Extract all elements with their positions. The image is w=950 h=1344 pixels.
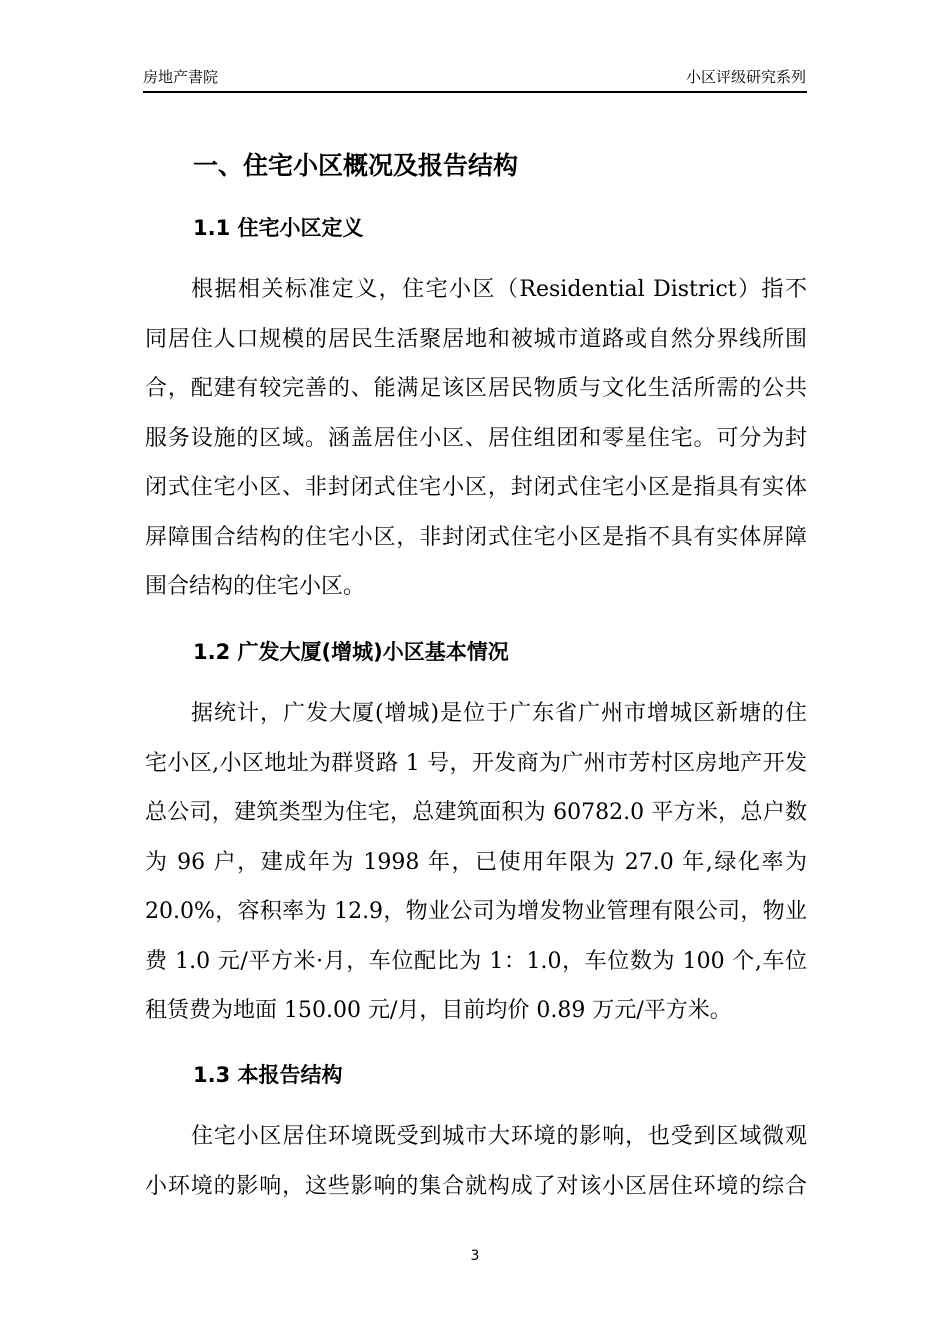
- paragraph-line: 闭式住宅小区、非封闭式住宅小区，封闭式住宅小区是指具有实体: [145, 475, 807, 500]
- paragraph-line: 围合结构的住宅小区。: [145, 574, 366, 599]
- paragraph-line: 合，配建有较完善的、能满足该区居民物质与文化生活所需的公共: [145, 376, 807, 401]
- paragraph-line: 为 96 户，建成年为 1998 年，已使用年限为 27.0 年,绿化率为: [145, 849, 807, 875]
- paragraph-line: 服务设施的区域。涵盖居住小区、居住组团和零星住宅。可分为封: [145, 425, 807, 451]
- paragraph-line: 总公司，建筑类型为住宅，总建筑面积为 60782.0 平方米，总户数: [145, 800, 807, 825]
- page-number: 3: [470, 1248, 480, 1264]
- paragraph-line: 宅小区,小区地址为群贤路 1 号，开发商为广州市芳村区房地产开发: [145, 750, 807, 776]
- paragraph-line: 20.0%，容积率为 12.9，物业公司为增发物业管理有限公司，物业: [145, 899, 807, 924]
- paragraph-line: 费 1.0 元/平方米·月，车位配比为 1：1.0，车位数为 100 个,车位: [145, 948, 807, 974]
- section-heading-1-2: 1.2 广发大厦(增城)小区基本情况: [193, 640, 509, 664]
- section-heading-1-3: 1.3 本报告结构: [193, 1063, 343, 1087]
- paragraph-line: 住宅小区居住环境既受到城市大环境的影响，也受到区域微观: [191, 1124, 807, 1149]
- paragraph-line: 屏障围合结构的住宅小区，非封闭式住宅小区是指不具有实体屏障: [145, 524, 807, 550]
- paragraph-line: 小环境的影响，这些影响的集合就构成了对该小区居住环境的综合: [145, 1173, 807, 1199]
- section-heading-1-1: 1.1 住宅小区定义: [193, 216, 364, 240]
- paragraph-line: 租赁费为地面 150.00 元/月，目前均价 0.89 万元/平方米。: [145, 998, 732, 1023]
- section-1-1-paragraph: [145, 265, 807, 612]
- paragraph-line: 同居住人口规模的居民生活聚居地和被城市道路或自然分界线所围: [145, 326, 807, 352]
- section-1-3-paragraph: [145, 1112, 807, 1211]
- section-1-2-paragraph: [145, 689, 807, 1036]
- paragraph-line: 根据相关标准定义，住宅小区（Residential District）指不: [191, 277, 807, 302]
- header-left-text: 房地产書院: [143, 68, 219, 86]
- chapter-title: 一、住宅小区概况及报告结构: [193, 151, 519, 180]
- header-right-text: 小区评级研究系列: [685, 68, 806, 86]
- header-divider: [143, 91, 807, 93]
- paragraph-line: 据统计，广发大厦(增城)是位于广东省广州市增城区新塘的住: [191, 701, 807, 726]
